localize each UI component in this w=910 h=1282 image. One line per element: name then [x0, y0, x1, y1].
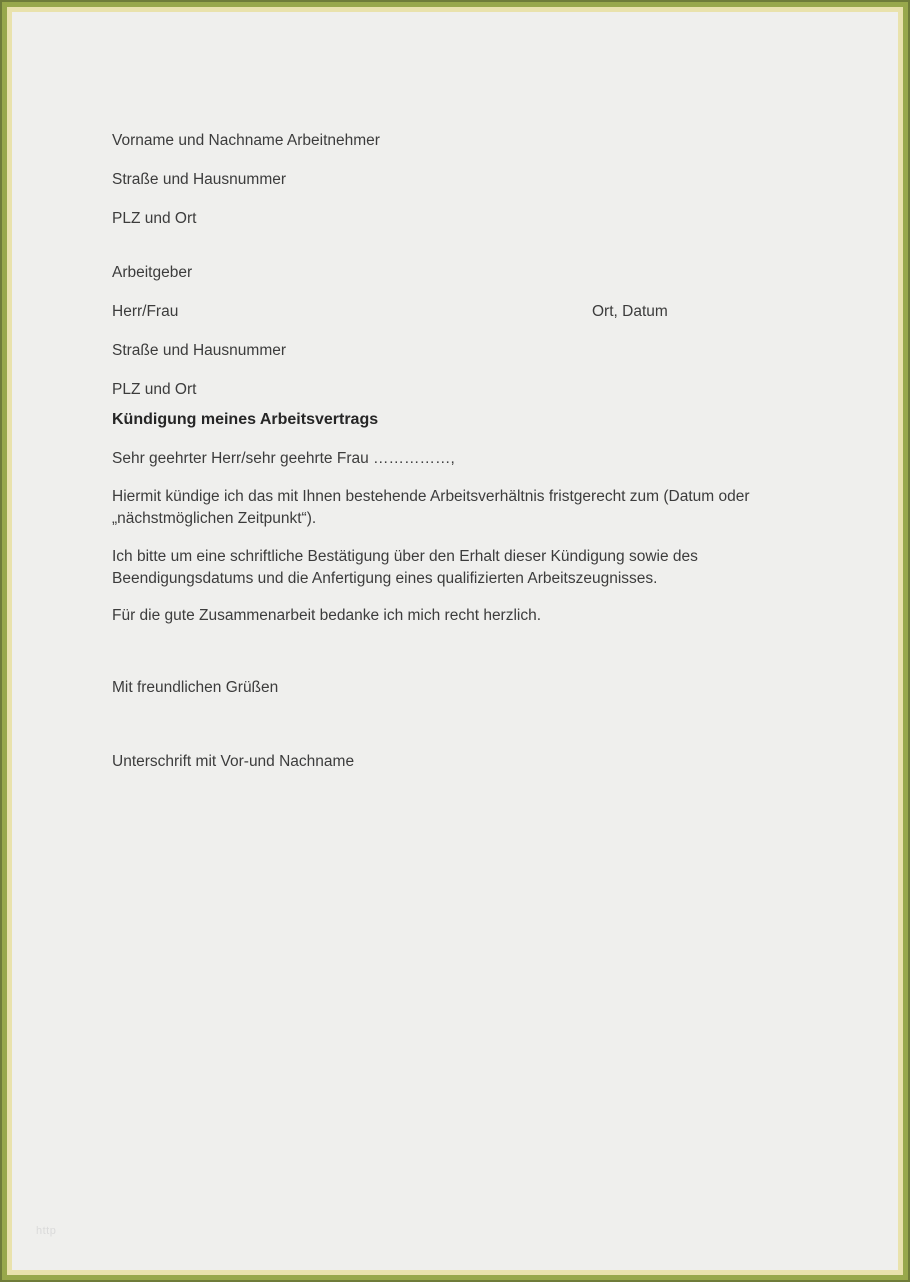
sender-name-line: Vorname und Nachname Arbeitnehmer: [112, 132, 380, 150]
recipient-company-line: Arbeitgeber: [112, 264, 193, 282]
sender-street-line: Straße und Hausnummer: [112, 171, 287, 189]
letter-content: [12, 12, 898, 1270]
watermark-text: http: [36, 1225, 57, 1237]
place-date-line: Ort, Datum: [592, 303, 668, 320]
closing-line: Mit freundlichen Grüßen: [112, 679, 279, 696]
letter-page: [12, 12, 898, 1270]
signature-hint-line: Unterschrift mit Vor-und Nachname: [112, 753, 355, 770]
page-border-decoration: [2, 2, 908, 1280]
body-paragraph-1: Hiermit kündige ich das mit Ihnen bestehende Arbeitsverhältnis fristgerecht zum (Datum oder „nächstmöglichen Zeitpunkt“).: [112, 488, 750, 527]
body-paragraph-3: Für die gute Zusammenarbeit bedanke ich mich recht herzlich.: [112, 607, 542, 624]
recipient-address-block: [112, 244, 286, 419]
recipient-contact-line: Herr/Frau: [112, 303, 179, 321]
subject-line: Kündigung meines Arbeitsvertrags: [112, 411, 379, 428]
salutation-line: Sehr geehrter Herr/sehr geehrte Frau ……………,: [112, 450, 455, 467]
sender-city-line: PLZ und Ort: [112, 210, 197, 228]
sender-address-block: [112, 112, 380, 248]
recipient-street-line: Straße und Hausnummer: [112, 342, 287, 360]
body-paragraph-2: Ich bitte um eine schriftliche Bestätigung über den Erhalt dieser Kündigung sowie des Beendigungsdatums und die Anfertigung eines qualifizierten Arbeitszeugnisses.: [112, 548, 698, 587]
recipient-city-line: PLZ und Ort: [112, 380, 197, 398]
